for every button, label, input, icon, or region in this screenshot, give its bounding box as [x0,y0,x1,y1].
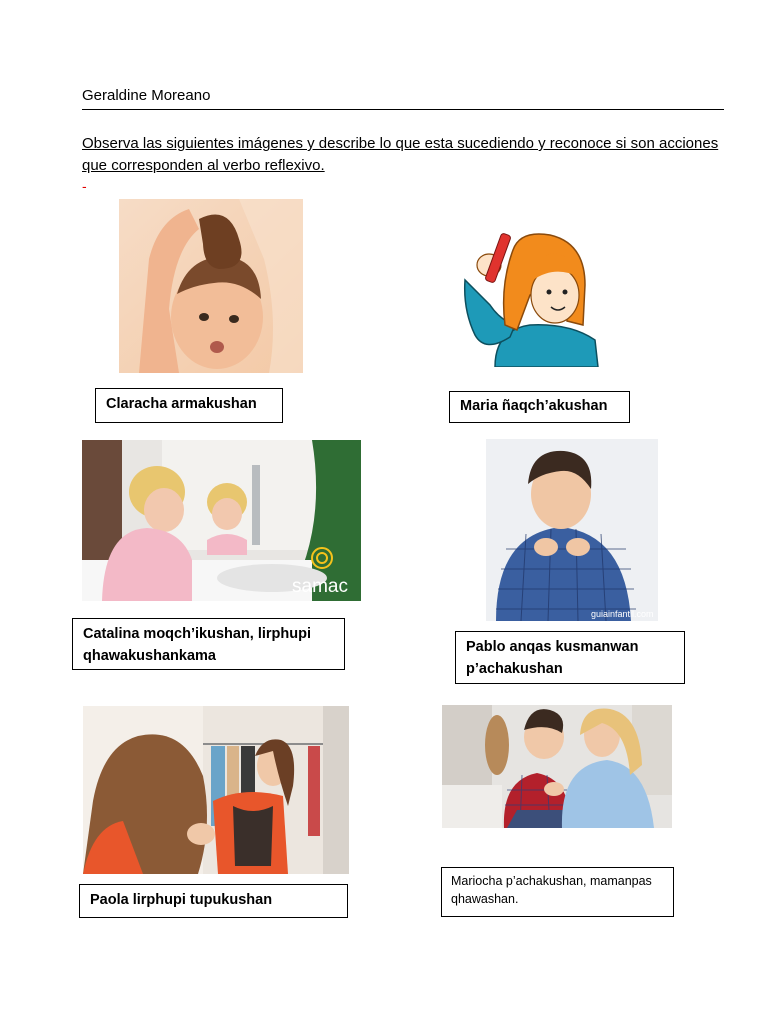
caption-box-5 [79,884,348,918]
caption-text: Claracha armakushan [106,396,257,412]
child-washing-hair-photo [119,199,303,373]
caption-text: Mariocha p’achakushan, mamanpas qhawashan. [451,874,652,906]
caption-box-6 [441,867,674,917]
caption-box-1 [95,388,283,423]
header-divider [82,109,724,110]
caption-text: Paola lirphupi tupukushan [90,892,273,908]
caption-text: Maria ñaqch’akushan [460,398,608,414]
girl-combing-hair-illustration [455,225,605,367]
guiainfantil-watermark: guiainfantil.com [591,609,654,619]
instructions: Observa las siguientes imágenes y describe lo que esta sucediendo y reconoce si son acciones que corresponden al verbo reflexivo. [82,135,719,174]
caption-text: Catalina moqch’ikushan, lirphupi qhawakushankama [83,626,311,664]
caption-text: Pablo anqas kusmanwan p’achakushan [466,639,639,677]
boy-dressing-with-mother-photo [442,705,672,828]
boy-buttoning-shirt-photo [466,439,658,621]
caption-box-4 [455,631,685,684]
woman-trying-dress-mirror-photo [83,706,349,874]
samac-watermark: samac [292,576,348,597]
red-dash-mark: - [82,178,87,194]
caption-box-3 [72,618,345,670]
girl-brushing-teeth-mirror-photo [82,440,361,601]
author-name: Geraldine Moreano [82,87,211,104]
caption-box-2 [449,391,630,423]
